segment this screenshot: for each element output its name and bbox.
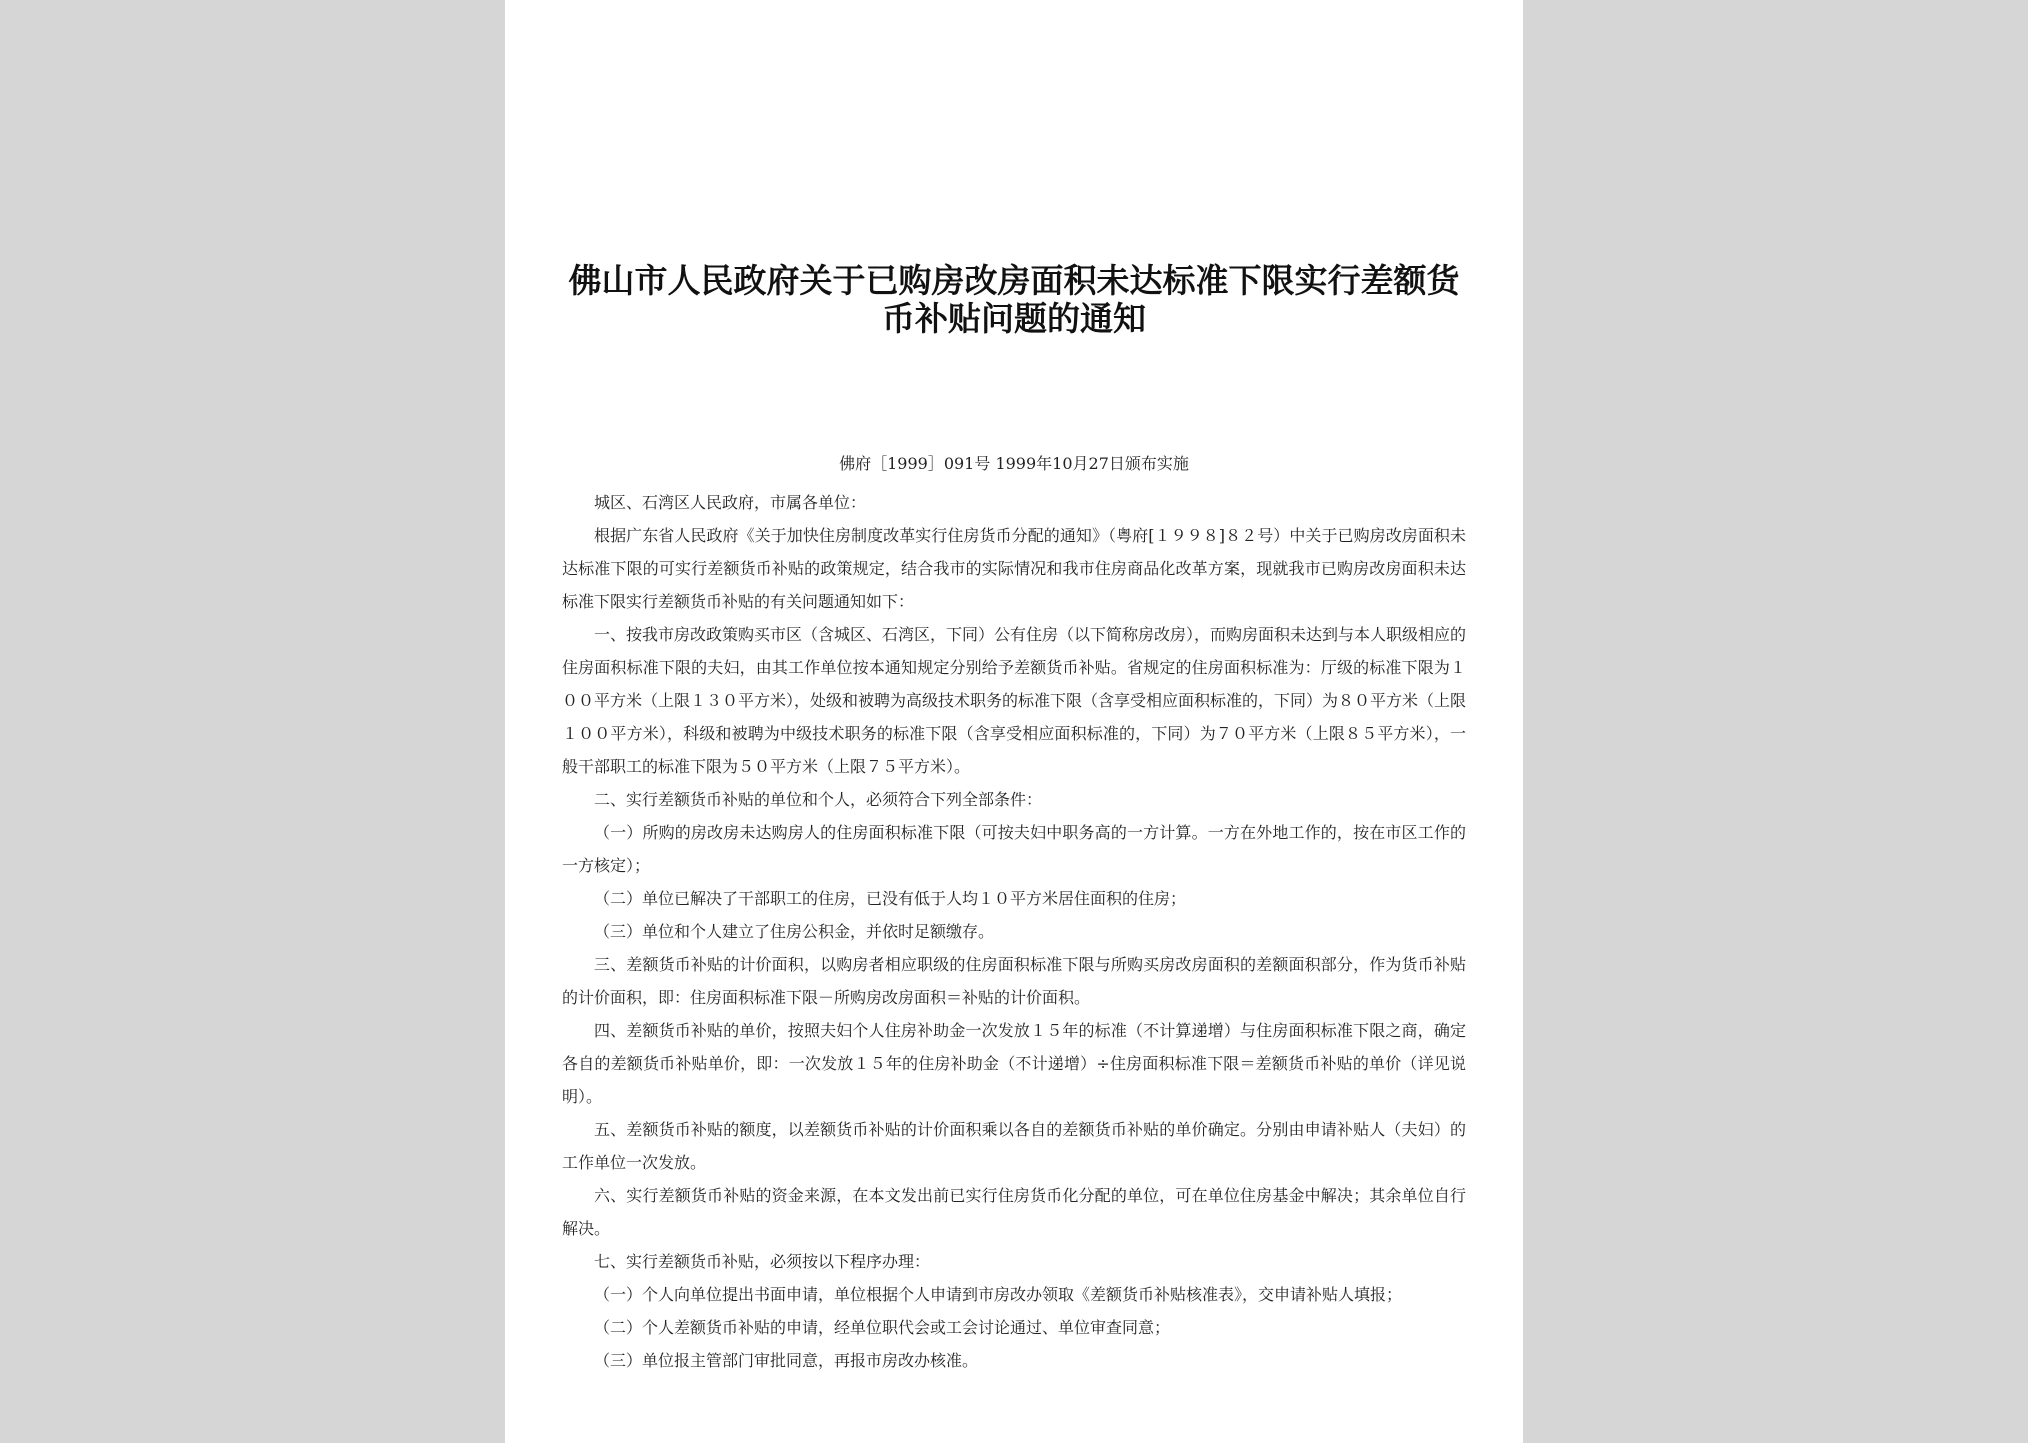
paragraph: （三）单位报主管部门审批同意，再报市房改办核准。	[594, 1351, 979, 1370]
paragraph: 二、实行差额货币补贴的单位和个人，必须符合下列全部条件：	[594, 790, 1043, 809]
document-title: 佛山市人民政府关于已购房改房面积未达标准下限实行差额货币补贴问题的通知	[568, 261, 1460, 338]
paragraph: 五、差额货币补贴的额度，以差额货币补贴的计价面积乘以各自的差额货币补贴的单价确定。分别由申请补贴人（夫妇）的工作单位一次发放。	[562, 1120, 1466, 1172]
paragraph: 六、实行差额货币补贴的资金来源，在本文发出前已实行住房货币化分配的单位，可在单位住房基金中解决；其余单位自行解决。	[562, 1186, 1466, 1238]
issue-line: 佛府［1999］091号 1999年10月27日颁布实施	[839, 454, 1189, 473]
paragraph: （一）个人向单位提出书面申请，单位根据个人申请到市房改办领取《差额货币补贴核准表》，交申请补贴人填报；	[594, 1285, 1403, 1304]
document-page	[505, 0, 1523, 1443]
paragraph: （三）单位和个人建立了住房公积金，并依时足额缴存。	[594, 922, 995, 941]
paragraph: 三、差额货币补贴的计价面积，以购房者相应职级的住房面积标准下限与所购买房改房面积的差额面积部分，作为货币补贴的计价面积，即：住房面积标准下限－所购房改房面积＝补贴的计价面积。	[562, 955, 1466, 1007]
paragraph: （二）个人差额货币补贴的申请，经单位职代会或工会讨论通过、单位审查同意；	[594, 1318, 1171, 1337]
paragraph: （二）单位已解决了干部职工的住房，已没有低于人均１０平方米居住面积的住房；	[594, 889, 1187, 908]
paragraph: 根据广东省人民政府《关于加快住房制度改革实行住房货币分配的通知》（粤府[１９９８]８２号）中关于已购房改房面积未达标准下限的可实行差额货币补贴的政策规定，结合我市的实际情况和我市住房商品化改革方案，现就我市已购房改房面积未达标准下限实行差额货币补贴的有关问题通知如下：	[562, 526, 1466, 611]
paragraph: （一）所购的房改房未达购房人的住房面积标准下限（可按夫妇中职务高的一方计算。一方在外地工作的，按在市区工作的一方核定）；	[562, 823, 1466, 875]
document-body	[562, 486, 1466, 1377]
paragraph: 一、按我市房改政策购买市区（含城区、石湾区，下同）公有住房（以下简称房改房），而购房面积未达到与本人职级相应的住房面积标准下限的夫妇，由其工作单位按本通知规定分别给予差额货币补贴。省规定的住房面积标准为：厅级的标准下限为１００平方米（上限１３０平方米），处级和被聘为高级技术职务的标准下限（含享受相应面积标准的，下同）为８０平方米（上限１００平方米），科级和被聘为中级技术职务的标准下限（含享受相应面积标准的，下同）为７０平方米（上限８５平方米），一般干部职工的标准下限为５０平方米（上限７５平方米）。	[562, 625, 1467, 776]
paragraph: 四、差额货币补贴的单价，按照夫妇个人住房补助金一次发放１５年的标准（不计算递增）与住房面积标准下限之商，确定各自的差额货币补贴单价，即：一次发放１５年的住房补助金（不计递增）÷住房面积标准下限＝差额货币补贴的单价（详见说明）。	[562, 1021, 1466, 1106]
salutation: 城区、石湾区人民政府，市属各单位：	[594, 493, 867, 512]
paragraph: 七、实行差额货币补贴，必须按以下程序办理：	[594, 1252, 931, 1271]
